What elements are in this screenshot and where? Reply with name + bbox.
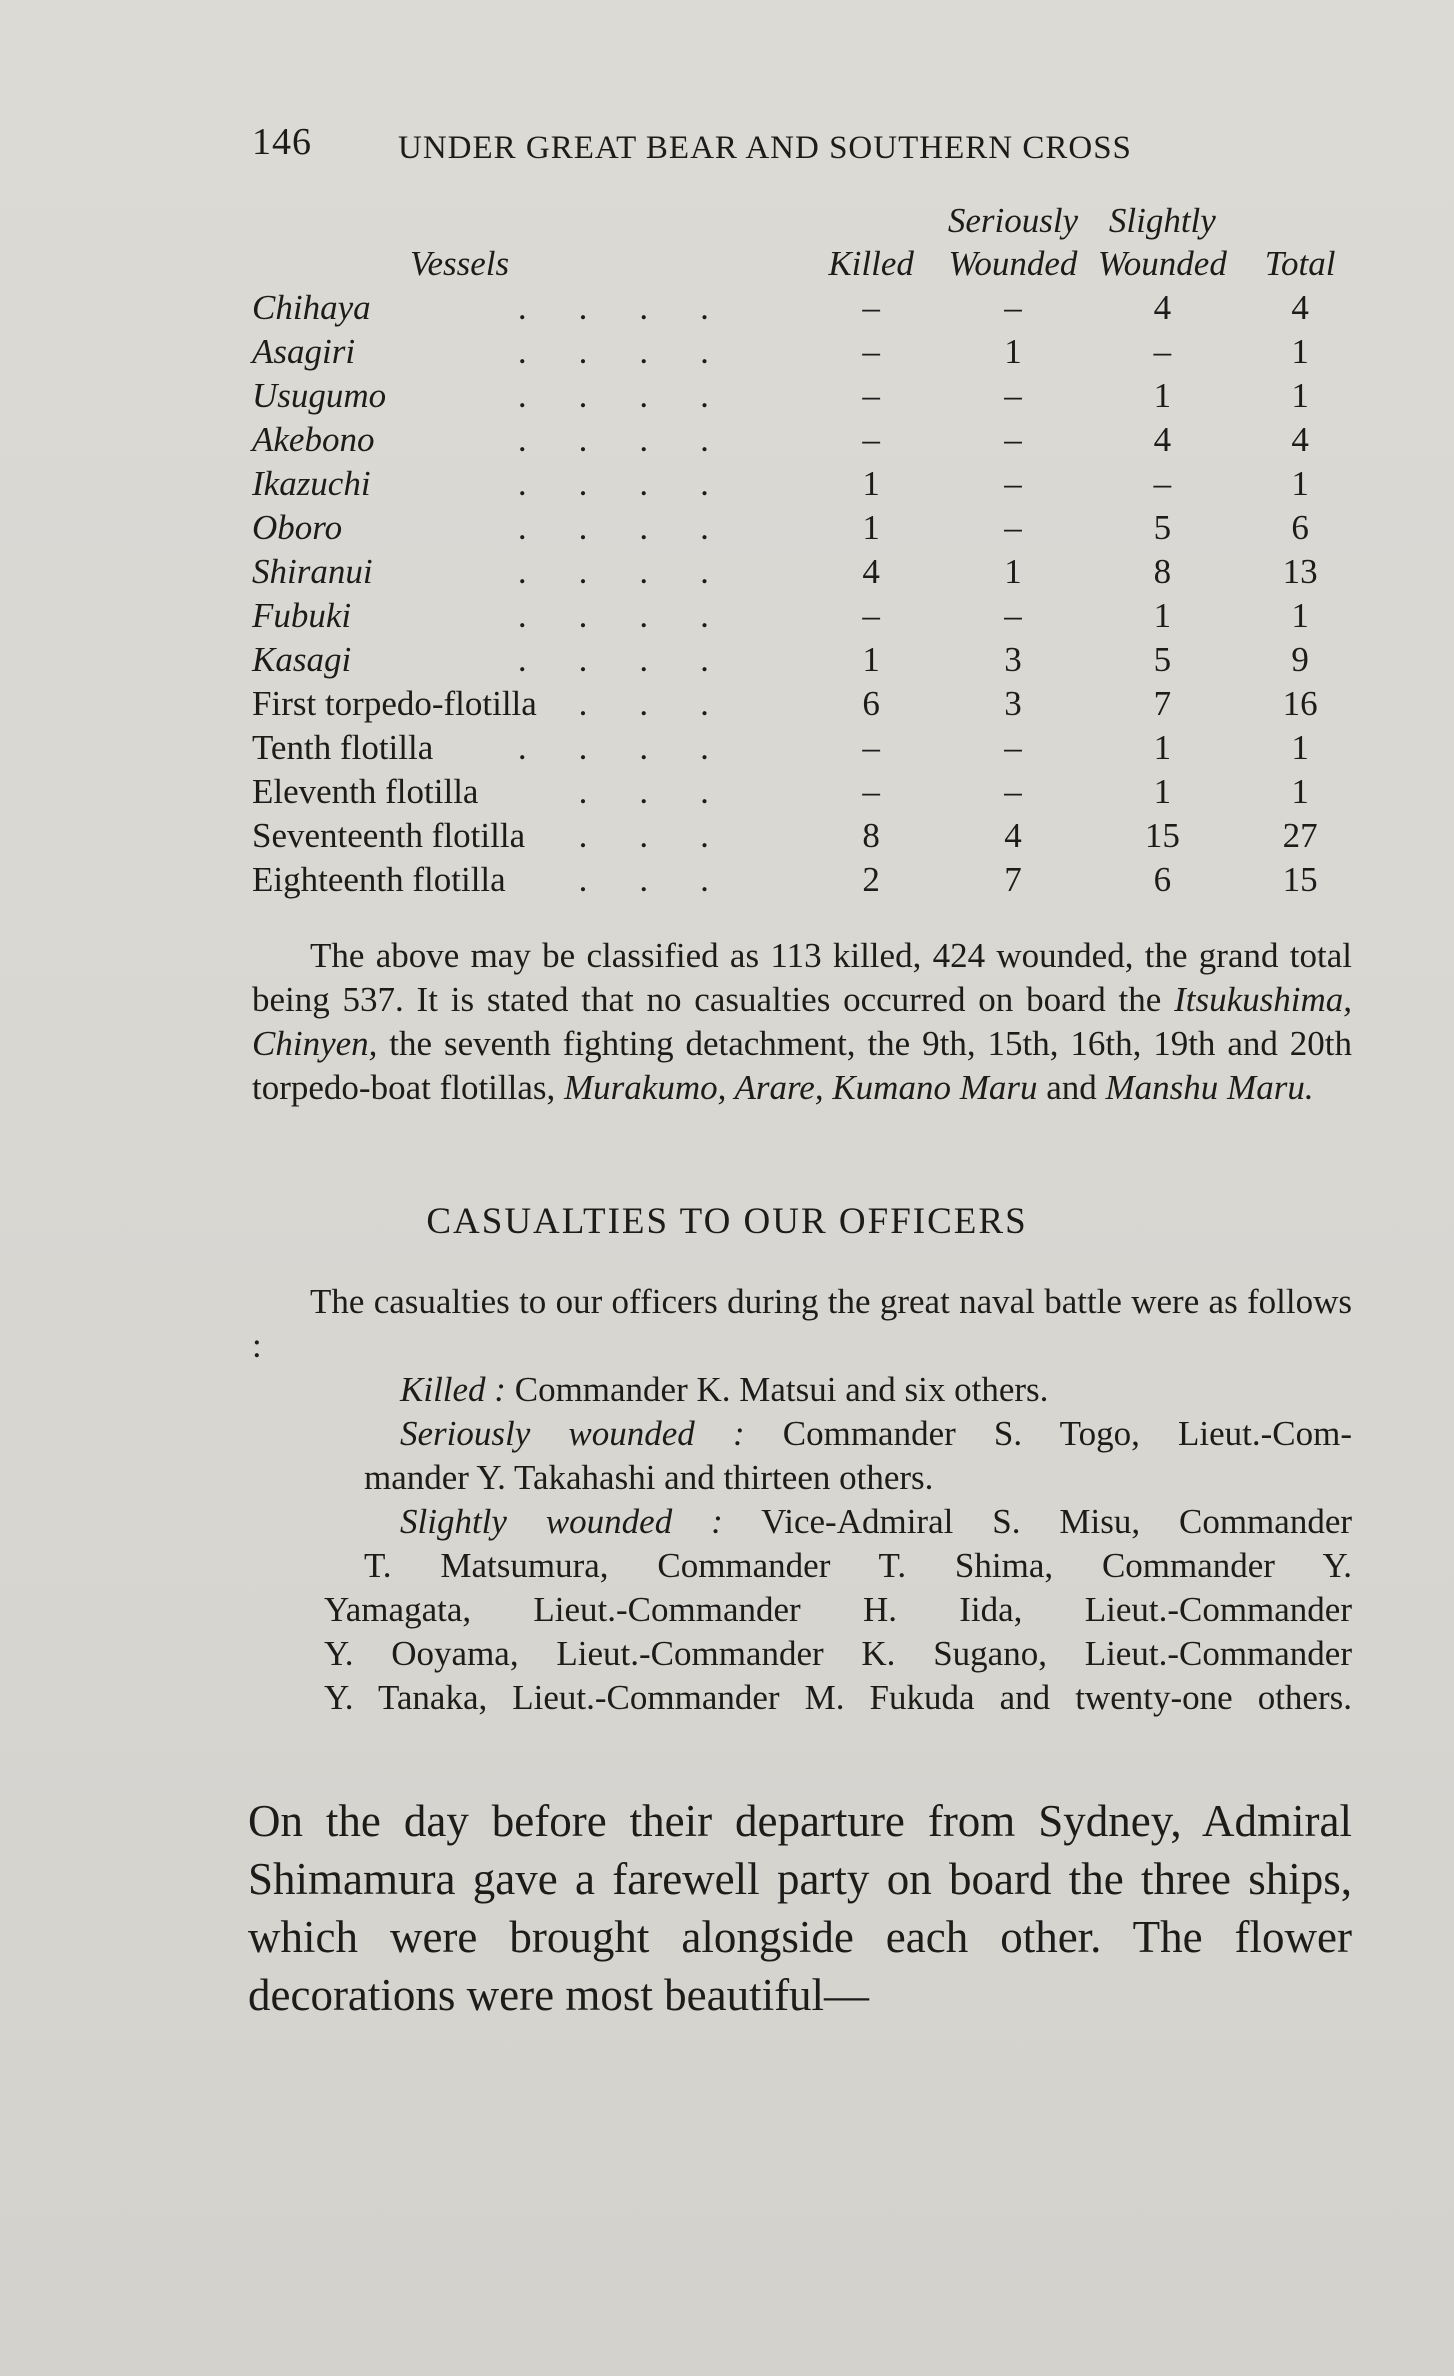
slightly-wounded-count: 1 [1153, 772, 1172, 811]
leader-dots: .... [517, 288, 761, 327]
killed-count: 2 [862, 860, 880, 899]
slightly-wounded-count: 7 [1153, 684, 1172, 723]
killed-count: 1 [862, 464, 880, 503]
table-row [252, 638, 1360, 682]
vessel-name: Fubuki .... [252, 594, 801, 638]
vessel-name: Chihaya .... [252, 286, 801, 330]
slightly-entry-4: Y. Ooyama, Lieut.-Commander K. Sugano, Lieut.-Commander [324, 1634, 1352, 1673]
leader-dots: .... [517, 728, 761, 767]
slightly-wounded-count: 4 [1153, 288, 1172, 327]
total-count: 4 [1291, 288, 1309, 327]
vessel-name: Shiranui .... [252, 550, 801, 594]
table-row [252, 682, 1360, 726]
vessel-name: Eighteenth flotilla ... [252, 858, 801, 902]
total-count: 1 [1291, 376, 1309, 415]
seriously-wounded-count: 1 [1004, 332, 1022, 371]
slightly-wounded-count: 1 [1153, 596, 1172, 635]
table-row [252, 330, 1360, 374]
slightly-wounded-count: – [1153, 332, 1172, 371]
leader-dots: .... [517, 640, 761, 679]
table-row [252, 770, 1360, 814]
leader-dots: .... [517, 596, 761, 635]
slightly-entry-2: T. Matsumura, Commander T. Shima, Commander Y. [364, 1546, 1352, 1585]
seriously-wounded-count: 4 [1004, 816, 1022, 855]
slightly-wounded-count: 6 [1153, 860, 1172, 899]
slightly-wounded-count: 4 [1153, 420, 1172, 459]
header-total: Total [1264, 244, 1336, 283]
vessel-name: Ikazuchi .... [252, 462, 801, 506]
killed-count: – [862, 420, 880, 459]
total-count: 1 [1291, 596, 1309, 635]
leader-dots: .... [517, 508, 761, 547]
seriously-wounded-count: 7 [1004, 860, 1022, 899]
killed-count: – [862, 288, 880, 327]
vessel-name: Seventeenth flotilla ... [252, 814, 801, 858]
vessel-name: Oboro .... [252, 506, 801, 550]
total-count: 16 [1282, 684, 1318, 723]
casualty-table [252, 200, 1360, 902]
table-row [252, 374, 1360, 418]
officers-intro: The casualties to our officers during the great naval battle were as follows : [252, 1282, 1352, 1365]
leader-dots: .... [517, 420, 761, 459]
slightly-wounded-count: – [1153, 464, 1172, 503]
section-heading: CASUALTIES TO OUR OFFICERS [426, 1201, 1028, 1242]
seriously-wounded-count: – [1004, 376, 1022, 415]
vessel-name: Tenth flotilla .... [252, 726, 801, 770]
slightly-wounded-count: 5 [1153, 640, 1172, 679]
slightly-wounded-count: 5 [1153, 508, 1172, 547]
seriously-wounded-count: – [1004, 596, 1022, 635]
header-wounded-slight: Wounded [1097, 244, 1227, 283]
seriously-wounded-count: – [1004, 508, 1022, 547]
seriously-wounded-count: 1 [1004, 552, 1022, 591]
vessel-name: Akebono .... [252, 418, 801, 462]
killed-count: 1 [862, 640, 880, 679]
killed-entry: Killed : Commander K. Matsui and six others. [400, 1370, 1049, 1409]
total-count: 13 [1282, 552, 1318, 591]
seriously-wounded-count: – [1004, 772, 1022, 811]
killed-count: – [862, 728, 880, 767]
table-row [252, 286, 1360, 330]
leader-dots: .... [517, 464, 761, 503]
seriously-wounded-count: – [1004, 728, 1022, 767]
table-row [252, 506, 1360, 550]
killed-count: – [862, 376, 880, 415]
killed-count: 8 [862, 816, 880, 855]
total-count: 1 [1291, 332, 1309, 371]
table-row [252, 858, 1360, 902]
slightly-wounded-count: 8 [1153, 552, 1172, 591]
vessel-name: Asagiri .... [252, 330, 801, 374]
leader-dots: ... [578, 684, 761, 723]
slightly-wounded-count: 15 [1144, 816, 1180, 855]
seriously-wounded-count: – [1004, 288, 1022, 327]
total-count: 27 [1282, 816, 1318, 855]
header-killed: Killed [828, 244, 914, 283]
killed-count: 1 [862, 508, 880, 547]
seriously-wounded-count: 3 [1004, 684, 1022, 723]
slightly-wounded-count: 1 [1153, 728, 1172, 767]
vessel-name: First torpedo-flotilla ... [252, 682, 801, 726]
total-count: 4 [1291, 420, 1309, 459]
running-title: UNDER GREAT BEAR AND SOUTHERN CROSS [398, 130, 1132, 166]
table-row [252, 814, 1360, 858]
total-count: 9 [1291, 640, 1309, 679]
header-slightly: Slightly [1108, 201, 1216, 240]
table-row [252, 550, 1360, 594]
closing-paragraph: On the day before their departure from Sydney, Admiral Shimamura gave a farewell party on board the three ships, which were brought alongside each other. The flower decorations were most beautiful— [248, 1796, 1352, 2020]
table-row [252, 462, 1360, 506]
vessel-name: Eleventh flotilla ... [252, 770, 801, 814]
total-count: 1 [1291, 464, 1309, 503]
vessel-name: Usugumo .... [252, 374, 801, 418]
leader-dots: ... [578, 772, 761, 811]
killed-count: 4 [862, 552, 880, 591]
killed-count: – [862, 332, 880, 371]
killed-count: – [862, 596, 880, 635]
page-number: 146 [252, 121, 312, 163]
leader-dots: ... [578, 816, 761, 855]
slightly-entry-3: Yamagata, Lieut.-Commander H. Iida, Lieut.-Commander [324, 1590, 1352, 1629]
leader-dots: ... [578, 860, 761, 899]
header-vessels: Vessels [410, 244, 510, 283]
table-row [252, 418, 1360, 462]
total-count: 15 [1282, 860, 1318, 899]
seriously-entry-2: mander Y. Takahashi and thirteen others. [364, 1458, 934, 1497]
killed-count: 6 [862, 684, 880, 723]
total-count: 1 [1291, 772, 1309, 811]
table-row [252, 594, 1360, 638]
slightly-entry-5: Y. Tanaka, Lieut.-Commander M. Fukuda and twenty-one others. [324, 1678, 1352, 1717]
slightly-entry-1: Slightly wounded : Vice-Admiral S. Misu, Commander [400, 1502, 1353, 1541]
leader-dots: .... [517, 332, 761, 371]
seriously-wounded-count: – [1004, 420, 1022, 459]
leader-dots: .... [517, 552, 761, 591]
vessel-name: Kasagi .... [252, 638, 801, 682]
seriously-wounded-count: 3 [1004, 640, 1022, 679]
leader-dots: .... [517, 376, 761, 415]
total-count: 6 [1291, 508, 1309, 547]
header-seriously: Seriously [947, 201, 1079, 240]
slightly-wounded-count: 1 [1153, 376, 1172, 415]
summary-paragraph: The above may be classified as 113 killed, 424 wounded, the grand total being 537. It is stated that no casualties occurred on board the Itsukushima, Chinyen, the seventh fighting detachment, the 9th, 15th, 16th, 19th and 20th torpedo-boat flotillas, Murakumo, Arare, Kumano Maru and Manshu Maru. [252, 936, 1352, 1107]
table-row [252, 726, 1360, 770]
header-wounded-serious: Wounded [948, 244, 1078, 283]
killed-count: – [862, 772, 880, 811]
seriously-wounded-count: – [1004, 464, 1022, 503]
total-count: 1 [1291, 728, 1309, 767]
seriously-entry-1: Seriously wounded : Commander S. Togo, Lieut.-Com- [400, 1414, 1353, 1453]
